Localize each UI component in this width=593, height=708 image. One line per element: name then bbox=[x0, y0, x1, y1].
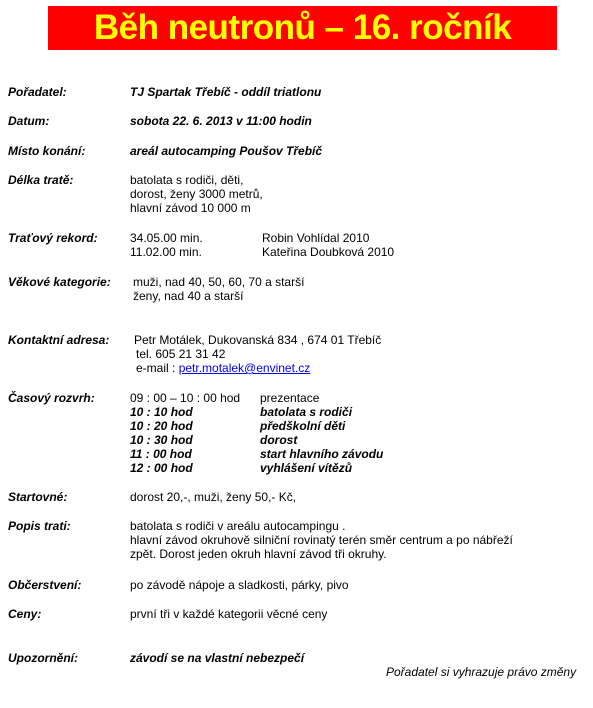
record-time: 11.02.00 min. bbox=[130, 245, 202, 259]
warning-value: závodí se na vlastní nebezpečí bbox=[130, 651, 305, 665]
record-holder: Kateřina Doubková 2010 bbox=[262, 245, 395, 259]
course-label: Popis trati: bbox=[8, 519, 71, 533]
record-holder: Robin Vohlídal 2010 bbox=[262, 231, 370, 245]
warning-label: Upozornění: bbox=[8, 651, 78, 665]
page-title: Běh neutronů – 16. ročník bbox=[48, 6, 557, 50]
contact-email-row bbox=[136, 361, 310, 375]
schedule-event: předškolní děti bbox=[260, 419, 346, 433]
email-prefix: e-mail : bbox=[136, 361, 179, 375]
schedule-time: 09 : 00 – 10 : 00 hod bbox=[130, 391, 241, 405]
venue-value: areál autocamping Poušov Třebíč bbox=[130, 144, 323, 158]
contact-phone: tel. 605 21 31 42 bbox=[136, 347, 226, 361]
schedule-time: 10 : 30 hod bbox=[130, 433, 193, 447]
organizer-value: TJ Spartak Třebíč - oddíl triatlonu bbox=[130, 85, 322, 99]
date-label: Datum: bbox=[8, 114, 50, 128]
prizes-value: první tři v každé kategorii věcné ceny bbox=[130, 607, 328, 621]
record-time: 34.05.00 min. bbox=[130, 231, 203, 245]
categories-line: ženy, nad 40 a starší bbox=[133, 289, 244, 303]
length-label: Délka tratě: bbox=[8, 173, 74, 187]
refreshments-value: po závodě nápoje a sladkosti, párky, pivo bbox=[130, 578, 349, 592]
refreshments-label: Občerstvení: bbox=[8, 578, 82, 592]
organizer-label: Pořadatel: bbox=[8, 85, 67, 99]
schedule-label: Časový rozvrh: bbox=[8, 391, 95, 405]
venue-label: Místo konání: bbox=[8, 144, 86, 158]
fee-value: dorost 20,-, muži, ženy 50,- Kč, bbox=[130, 490, 297, 504]
fee-label: Startovné: bbox=[8, 490, 68, 504]
prizes-label: Ceny: bbox=[8, 607, 42, 621]
date-value: sobota 22. 6. 2013 v 11:00 hodin bbox=[130, 114, 312, 128]
schedule-event: start hlavního závodu bbox=[260, 447, 384, 461]
record-label: Traťový rekord: bbox=[8, 231, 98, 245]
schedule-time: 10 : 20 hod bbox=[130, 419, 193, 433]
length-line: batolata s rodiči, děti, bbox=[130, 173, 244, 187]
categories-label: Věkové kategorie: bbox=[8, 275, 111, 289]
categories-line: muži, nad 40, 50, 60, 70 a starší bbox=[133, 275, 305, 289]
contact-label: Kontaktní adresa: bbox=[8, 333, 110, 347]
schedule-time: 10 : 10 hod bbox=[130, 405, 193, 419]
schedule-event: vyhlášení vítězů bbox=[260, 461, 353, 475]
length-line: hlavní závod 10 000 m bbox=[130, 201, 251, 215]
schedule-event: batolata s rodiči bbox=[260, 405, 353, 419]
course-line: batolata s rodiči v areálu autocampingu . bbox=[130, 519, 346, 533]
schedule-event: dorost bbox=[260, 433, 298, 447]
course-line: hlavní závod okruhově silniční rovinatý terén směr centrum a po nábřeží bbox=[130, 533, 513, 547]
course-line: zpět. Dorost jeden okruh hlavní závod tři okruhy. bbox=[130, 547, 387, 561]
email-link[interactable]: petr.motalek@envinet.cz bbox=[178, 361, 311, 375]
schedule-time: 12 : 00 hod bbox=[130, 461, 193, 475]
schedule-event: prezentace bbox=[260, 391, 320, 405]
schedule-time: 11 : 00 hod bbox=[130, 447, 192, 461]
footer-note: Pořadatel si vyhrazuje právo změny bbox=[386, 665, 577, 679]
contact-address: Petr Motálek, Dukovanská 834 , 674 01 Třebíč bbox=[134, 333, 382, 347]
length-line: dorost, ženy 3000 metrů, bbox=[130, 187, 263, 201]
